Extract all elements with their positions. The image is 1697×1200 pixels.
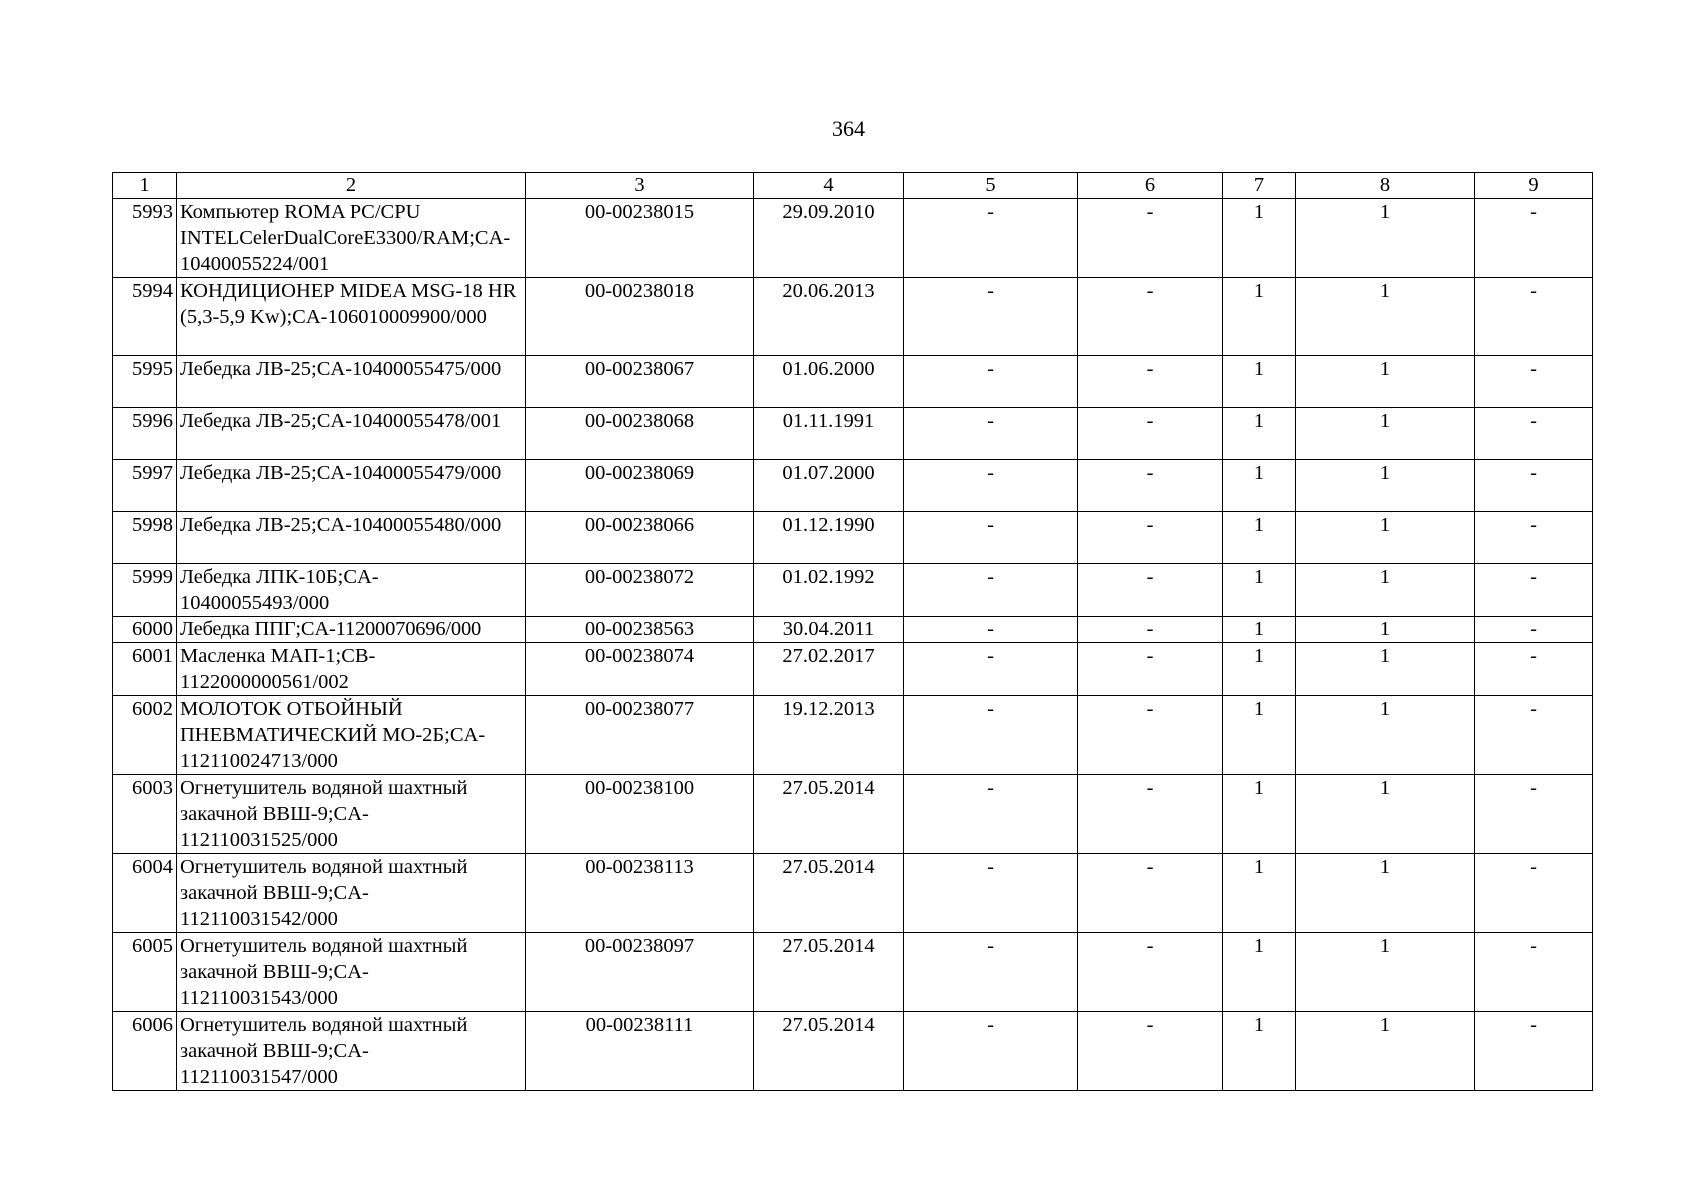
cell-col5: - xyxy=(904,512,1078,564)
cell-col5: - xyxy=(904,408,1078,460)
cell-col5: - xyxy=(904,564,1078,617)
inventory-code: 00-00238066 xyxy=(526,512,754,564)
cell-col6: - xyxy=(1078,1012,1223,1091)
item-name: Компьютер ROMA PC/CPU INTELCelerDualCoreE3300/RAM;CA-10400055224/001 xyxy=(177,199,526,278)
cell-col6: - xyxy=(1078,199,1223,278)
table-row xyxy=(113,696,1593,775)
cell-col9: - xyxy=(1475,617,1593,643)
date-cell: 30.04.2011 xyxy=(754,617,904,643)
cell-col6: - xyxy=(1078,408,1223,460)
cell-col8: 1 xyxy=(1296,199,1475,278)
column-header: 2 xyxy=(177,173,526,199)
cell-col7: 1 xyxy=(1223,933,1296,1012)
cell-col7: 1 xyxy=(1223,775,1296,854)
cell-col9: - xyxy=(1475,199,1593,278)
table-row xyxy=(113,512,1593,564)
row-number: 5998 xyxy=(113,512,177,564)
cell-col8: 1 xyxy=(1296,1012,1475,1091)
cell-col6: - xyxy=(1078,564,1223,617)
row-number: 5994 xyxy=(113,278,177,356)
cell-col6: - xyxy=(1078,775,1223,854)
cell-col8: 1 xyxy=(1296,408,1475,460)
table-row xyxy=(113,617,1593,643)
inventory-code: 00-00238067 xyxy=(526,356,754,408)
item-name: Лебедка ЛВ-25;CA-10400055478/001 xyxy=(177,408,526,460)
item-name: Огнетушитель водяной шахтный закачной ВВШ-9;CA-112110031525/000 xyxy=(177,775,526,854)
cell-col9: - xyxy=(1475,933,1593,1012)
cell-col9: - xyxy=(1475,564,1593,617)
cell-col9: - xyxy=(1475,356,1593,408)
item-name: Огнетушитель водяной шахтный закачной ВВШ-9;CA-112110031547/000 xyxy=(177,1012,526,1091)
column-header: 3 xyxy=(526,173,754,199)
date-cell: 27.05.2014 xyxy=(754,1012,904,1091)
cell-col6: - xyxy=(1078,512,1223,564)
cell-col8: 1 xyxy=(1296,278,1475,356)
row-number: 6004 xyxy=(113,854,177,933)
item-name: Лебедка ЛВ-25;CA-10400055480/000 xyxy=(177,512,526,564)
row-number: 6001 xyxy=(113,643,177,696)
cell-col9: - xyxy=(1475,512,1593,564)
cell-col7: 1 xyxy=(1223,278,1296,356)
item-name: Лебедка ЛВ-25;CA-10400055479/000 xyxy=(177,460,526,512)
cell-col5: - xyxy=(904,643,1078,696)
row-number: 5999 xyxy=(113,564,177,617)
date-cell: 01.02.1992 xyxy=(754,564,904,617)
inventory-code: 00-00238015 xyxy=(526,199,754,278)
cell-col5: - xyxy=(904,696,1078,775)
row-number: 6000 xyxy=(113,617,177,643)
cell-col8: 1 xyxy=(1296,643,1475,696)
cell-col7: 1 xyxy=(1223,854,1296,933)
cell-col7: 1 xyxy=(1223,460,1296,512)
cell-col9: - xyxy=(1475,643,1593,696)
inventory-code: 00-00238077 xyxy=(526,696,754,775)
item-name: Огнетушитель водяной шахтный закачной ВВШ-9;CA-112110031543/000 xyxy=(177,933,526,1012)
item-name: КОНДИЦИОНЕР MIDEA MSG-18 HR (5,3-5,9 Kw);CA-106010009900/000 xyxy=(177,278,526,356)
inventory-table xyxy=(112,172,1593,1091)
cell-col9: - xyxy=(1475,1012,1593,1091)
cell-col5: - xyxy=(904,460,1078,512)
cell-col8: 1 xyxy=(1296,617,1475,643)
cell-col8: 1 xyxy=(1296,933,1475,1012)
cell-col6: - xyxy=(1078,643,1223,696)
inventory-code: 00-00238563 xyxy=(526,617,754,643)
table-row xyxy=(113,854,1593,933)
cell-col7: 1 xyxy=(1223,1012,1296,1091)
table-row xyxy=(113,643,1593,696)
cell-col8: 1 xyxy=(1296,564,1475,617)
inventory-code: 00-00238097 xyxy=(526,933,754,1012)
inventory-code: 00-00238074 xyxy=(526,643,754,696)
cell-col6: - xyxy=(1078,460,1223,512)
item-name: МОЛОТОК ОТБОЙНЫЙ ПНЕВМАТИЧЕСКИЙ МО-2Б;CA-112110024713/000 xyxy=(177,696,526,775)
date-cell: 20.06.2013 xyxy=(754,278,904,356)
table-row xyxy=(113,356,1593,408)
cell-col9: - xyxy=(1475,460,1593,512)
cell-col7: 1 xyxy=(1223,617,1296,643)
date-cell: 27.05.2014 xyxy=(754,933,904,1012)
table-row xyxy=(113,199,1593,278)
date-cell: 01.11.1991 xyxy=(754,408,904,460)
item-name: Лебедка ЛВ-25;CA-10400055475/000 xyxy=(177,356,526,408)
row-number: 6003 xyxy=(113,775,177,854)
cell-col8: 1 xyxy=(1296,460,1475,512)
cell-col7: 1 xyxy=(1223,643,1296,696)
table-row xyxy=(113,460,1593,512)
cell-col7: 1 xyxy=(1223,512,1296,564)
cell-col5: - xyxy=(904,1012,1078,1091)
date-cell: 01.07.2000 xyxy=(754,460,904,512)
date-cell: 29.09.2010 xyxy=(754,199,904,278)
cell-col6: - xyxy=(1078,933,1223,1012)
cell-col9: - xyxy=(1475,696,1593,775)
inventory-code: 00-00238018 xyxy=(526,278,754,356)
table-row xyxy=(113,1012,1593,1091)
item-name: Огнетушитель водяной шахтный закачной ВВШ-9;CA-112110031542/000 xyxy=(177,854,526,933)
date-cell: 01.12.1990 xyxy=(754,512,904,564)
cell-col8: 1 xyxy=(1296,512,1475,564)
cell-col5: - xyxy=(904,617,1078,643)
row-number: 5996 xyxy=(113,408,177,460)
table-row xyxy=(113,278,1593,356)
cell-col9: - xyxy=(1475,278,1593,356)
inventory-code: 00-00238111 xyxy=(526,1012,754,1091)
table-row xyxy=(113,933,1593,1012)
row-number: 6002 xyxy=(113,696,177,775)
cell-col5: - xyxy=(904,356,1078,408)
cell-col5: - xyxy=(904,278,1078,356)
cell-col7: 1 xyxy=(1223,564,1296,617)
column-header: 7 xyxy=(1223,173,1296,199)
cell-col5: - xyxy=(904,854,1078,933)
cell-col7: 1 xyxy=(1223,199,1296,278)
cell-col9: - xyxy=(1475,854,1593,933)
column-header: 5 xyxy=(904,173,1078,199)
item-name: Масленка МАП-1;CB-1122000000561/002 xyxy=(177,643,526,696)
cell-col6: - xyxy=(1078,696,1223,775)
cell-col9: - xyxy=(1475,775,1593,854)
cell-col9: - xyxy=(1475,408,1593,460)
cell-col5: - xyxy=(904,933,1078,1012)
cell-col6: - xyxy=(1078,278,1223,356)
inventory-code: 00-00238113 xyxy=(526,854,754,933)
table-row xyxy=(113,775,1593,854)
cell-col5: - xyxy=(904,775,1078,854)
inventory-code: 00-00238100 xyxy=(526,775,754,854)
column-header: 8 xyxy=(1296,173,1475,199)
row-number: 6006 xyxy=(113,1012,177,1091)
row-number: 5993 xyxy=(113,199,177,278)
date-cell: 19.12.2013 xyxy=(754,696,904,775)
column-header: 4 xyxy=(754,173,904,199)
cell-col8: 1 xyxy=(1296,696,1475,775)
cell-col6: - xyxy=(1078,356,1223,408)
date-cell: 27.02.2017 xyxy=(754,643,904,696)
cell-col6: - xyxy=(1078,854,1223,933)
inventory-code: 00-00238068 xyxy=(526,408,754,460)
date-cell: 01.06.2000 xyxy=(754,356,904,408)
item-name: Лебедка ЛПК-10Б;CA-10400055493/000 xyxy=(177,564,526,617)
cell-col5: - xyxy=(904,199,1078,278)
cell-col8: 1 xyxy=(1296,356,1475,408)
cell-col6: - xyxy=(1078,617,1223,643)
item-name: Лебедка ППГ;CA-11200070696/000 xyxy=(177,617,526,643)
cell-col7: 1 xyxy=(1223,356,1296,408)
row-number: 6005 xyxy=(113,933,177,1012)
column-header: 1 xyxy=(113,173,177,199)
inventory-code: 00-00238069 xyxy=(526,460,754,512)
date-cell: 27.05.2014 xyxy=(754,775,904,854)
cell-col8: 1 xyxy=(1296,775,1475,854)
cell-col7: 1 xyxy=(1223,408,1296,460)
table-row xyxy=(113,564,1593,617)
column-number-row xyxy=(113,173,1593,199)
cell-col7: 1 xyxy=(1223,696,1296,775)
page-number: 364 xyxy=(832,116,865,141)
table-row xyxy=(113,408,1593,460)
column-header: 6 xyxy=(1078,173,1223,199)
row-number: 5995 xyxy=(113,356,177,408)
column-header: 9 xyxy=(1475,173,1593,199)
cell-col8: 1 xyxy=(1296,854,1475,933)
inventory-code: 00-00238072 xyxy=(526,564,754,617)
date-cell: 27.05.2014 xyxy=(754,854,904,933)
row-number: 5997 xyxy=(113,460,177,512)
